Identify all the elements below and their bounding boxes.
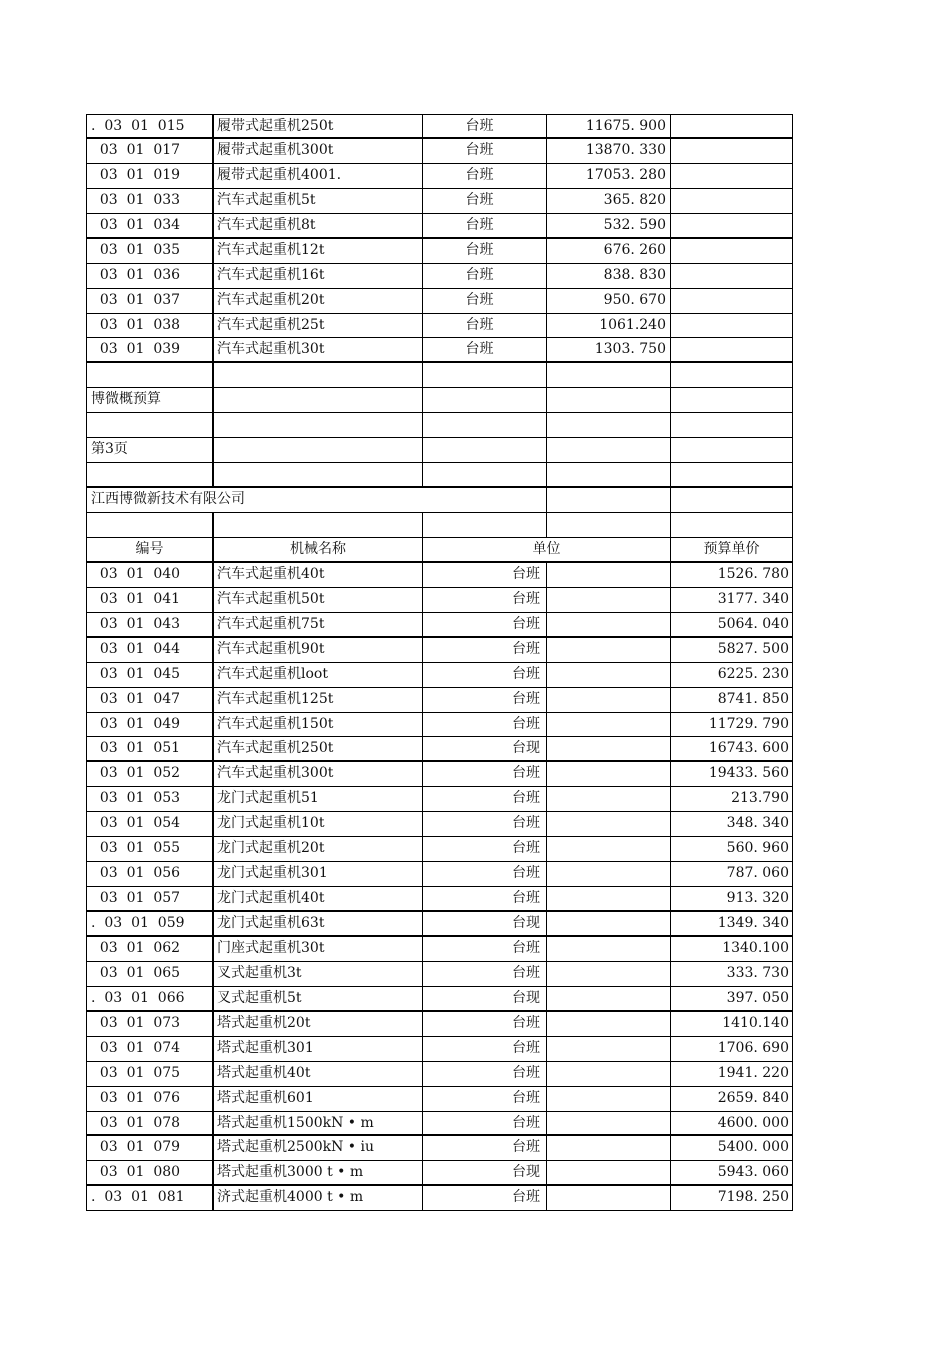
table-row (86, 787, 793, 812)
unit-cell: 台班 (422, 1062, 546, 1086)
unit-cell: 台班 (422, 787, 546, 811)
empty-row (86, 463, 793, 488)
table-row (86, 1161, 793, 1186)
name-cell: 济式起重机4000 t • m (212, 1186, 422, 1210)
table-row (86, 812, 793, 837)
name-cell: 履带式起重机4001. (212, 164, 422, 188)
note-row (86, 488, 793, 513)
empty-cell (546, 862, 670, 886)
code-cell: 03 01 053 (91, 790, 181, 807)
name-cell: 汽车式起重机90t (212, 638, 422, 662)
price-cell: 1706. 690 (670, 1037, 792, 1061)
header-code: 编号 (135, 540, 164, 557)
table-row (86, 987, 793, 1012)
code-cell: 03 01 035 (91, 241, 181, 258)
price-cell: 560. 960 (670, 837, 792, 861)
name-cell: 龙门式起重机51 (212, 787, 422, 811)
price-cell: 397. 050 (670, 987, 792, 1010)
code-cell: 03 01 054 (91, 815, 181, 832)
name-cell: 塔式起重机20t (212, 1012, 422, 1036)
name-cell: 龙门式起重机20t (212, 837, 422, 861)
name-cell: 汽车式起重机50t (212, 588, 422, 612)
name-cell: 塔式起重机3000 t • m (212, 1161, 422, 1184)
empty-cell (546, 588, 670, 612)
code-cell: 03 01 052 (91, 765, 181, 782)
table-row (86, 912, 793, 937)
unit-cell: 台班 (422, 588, 546, 612)
price-cell: 5827. 500 (670, 638, 792, 662)
code-cell: 03 01 055 (91, 840, 181, 857)
code-cell: 03 01 075 (91, 1064, 181, 1081)
name-cell: 叉式起重机5t (212, 987, 422, 1010)
empty-cell (546, 987, 670, 1010)
price-cell: 1061.240 (546, 314, 670, 338)
unit-cell: 台班 (422, 837, 546, 861)
code-cell: 03 01 076 (91, 1089, 181, 1106)
table-row (86, 314, 793, 339)
name-cell: 汽车式起重机loot (212, 663, 422, 687)
name-cell: 汽车式起重机16t (212, 264, 422, 288)
header-unit: 单位 (422, 538, 670, 561)
empty-cell (546, 1037, 670, 1061)
empty-row (86, 363, 793, 388)
price-cell: 950. 670 (546, 289, 670, 313)
empty-cell (546, 962, 670, 986)
empty-cell (546, 737, 670, 760)
unit-cell: 台班 (422, 214, 546, 237)
empty-cell (670, 214, 792, 237)
name-cell: 汽车式起重机125t (212, 688, 422, 712)
table-row (86, 638, 793, 663)
unit-cell: 台班 (422, 164, 546, 188)
name-cell: 龙门式起重机301 (212, 862, 422, 886)
name-cell: 履带式起重机300t (212, 139, 422, 163)
name-cell: 汽车式起重机40t (212, 563, 422, 587)
code-cell: 03 01 036 (91, 266, 181, 283)
price-cell: 532. 590 (546, 214, 670, 237)
price-cell: 16743. 600 (670, 737, 792, 760)
unit-cell: 台班 (422, 314, 546, 338)
table-row (86, 1062, 793, 1087)
table-row (86, 962, 793, 987)
empty-cell (670, 189, 792, 213)
code-cell: 03 01 034 (91, 216, 181, 233)
company-name: 江西博微新技术有限公司 (91, 491, 245, 508)
code-cell: 03 01 079 (91, 1139, 181, 1156)
header-price: 预算单价 (670, 538, 792, 561)
unit-cell: 台班 (422, 139, 546, 163)
table-row (86, 737, 793, 762)
code-cell: 03 01 049 (91, 715, 181, 732)
name-cell: 塔式起重机1500kN • m (212, 1112, 422, 1135)
empty-cell (546, 713, 670, 737)
price-cell: 19433. 560 (670, 762, 792, 786)
empty-row (86, 413, 793, 438)
code-cell: 03 01 047 (91, 690, 181, 707)
code-cell: 03 01 041 (91, 590, 181, 607)
price-cell: 1410.140 (670, 1012, 792, 1036)
unit-cell: 台班 (422, 862, 546, 886)
table-row (86, 114, 793, 139)
name-cell: 塔式起重机301 (212, 1037, 422, 1061)
table-row (86, 189, 793, 214)
code-cell: 03 01 056 (91, 865, 181, 882)
code-cell: 03 01 074 (91, 1039, 181, 1056)
name-cell: 龙门式起重机63t (212, 912, 422, 935)
name-cell: 汽车式起重机300t (212, 762, 422, 786)
code-cell: 03 01 045 (91, 665, 181, 682)
code-cell: 03 01 044 (91, 640, 181, 657)
empty-cell (546, 812, 670, 836)
unit-cell: 台班 (422, 762, 546, 786)
table-row (86, 887, 793, 912)
unit-cell: 台班 (422, 264, 546, 288)
name-cell: 塔式起重机40t (212, 1062, 422, 1086)
empty-cell (546, 887, 670, 910)
empty-cell (546, 1087, 670, 1111)
table-row (86, 563, 793, 588)
table-row (86, 338, 793, 363)
code-cell: 03 01 017 (91, 141, 181, 158)
code-cell: 03 01 040 (91, 565, 181, 582)
empty-cell (670, 314, 792, 338)
empty-cell (670, 264, 792, 288)
unit-cell: 台班 (422, 1112, 546, 1135)
code-cell: 03 01 043 (91, 615, 181, 632)
code-cell: 03 01 080 (91, 1164, 181, 1181)
name-cell: 汽车式起重机20t (212, 289, 422, 313)
table-row (86, 688, 793, 713)
price-cell: 1340.100 (670, 937, 792, 961)
price-table (86, 114, 793, 1211)
price-cell: 365. 820 (546, 189, 670, 213)
empty-row (86, 513, 793, 538)
table-row (86, 1136, 793, 1161)
empty-cell (670, 289, 792, 313)
unit-cell: 台班 (422, 289, 546, 313)
unit-cell: 台现 (422, 737, 546, 760)
name-cell: 叉式起重机3t (212, 962, 422, 986)
header-name: 机械名称 (212, 538, 422, 561)
unit-cell: 台班 (422, 1012, 546, 1036)
empty-cell (670, 239, 792, 263)
code-cell: 03 01 057 (91, 890, 181, 907)
table-row (86, 214, 793, 239)
code-cell: . 03 01 059 (91, 915, 185, 931)
table-header (86, 538, 793, 563)
code-cell: 03 01 051 (91, 740, 181, 757)
price-cell: 4600. 000 (670, 1112, 792, 1135)
unit-cell: 台现 (422, 912, 546, 935)
price-cell: 8741. 850 (670, 688, 792, 712)
price-cell: 2659. 840 (670, 1087, 792, 1111)
table-row (86, 937, 793, 962)
empty-cell (670, 139, 792, 163)
table-row (86, 139, 793, 164)
unit-cell: 台班 (422, 338, 546, 361)
name-cell: 汽车式起重机75t (212, 613, 422, 636)
empty-cell (546, 1136, 670, 1160)
name-cell: 龙门式起重机10t (212, 812, 422, 836)
empty-cell (670, 338, 792, 361)
price-cell: 1349. 340 (670, 912, 792, 935)
unit-cell: 台班 (422, 962, 546, 986)
unit-cell: 台班 (422, 1136, 546, 1160)
budget-label: 博微概预算 (91, 391, 161, 408)
code-cell: 03 01 078 (91, 1114, 181, 1131)
empty-cell (546, 937, 670, 961)
table-row (86, 289, 793, 314)
code-cell: 03 01 019 (91, 166, 181, 183)
empty-cell (546, 762, 670, 786)
empty-cell (546, 1062, 670, 1086)
table-row (86, 1112, 793, 1137)
name-cell: 汽车式起重机30t (212, 338, 422, 361)
price-cell: 13870. 330 (546, 139, 670, 163)
unit-cell: 台班 (422, 563, 546, 587)
name-cell: 塔式起重机2500kN • iu (212, 1136, 422, 1160)
price-cell: 11675. 900 (546, 115, 670, 137)
empty-cell (546, 613, 670, 636)
empty-cell (670, 115, 792, 137)
price-cell: 5943. 060 (670, 1161, 792, 1184)
empty-cell (546, 563, 670, 587)
unit-cell: 台班 (422, 115, 546, 137)
empty-cell (546, 663, 670, 687)
empty-cell (546, 688, 670, 712)
table-row (86, 762, 793, 787)
unit-cell: 台现 (422, 987, 546, 1010)
code-cell: 03 01 065 (91, 964, 181, 981)
unit-cell: 台班 (422, 613, 546, 636)
price-cell: 11729. 790 (670, 713, 792, 737)
code-cell: . 03 01 081 (91, 1189, 185, 1206)
price-cell: 1526. 780 (670, 563, 792, 587)
unit-cell: 台班 (422, 1087, 546, 1111)
table-row (86, 1087, 793, 1112)
price-cell: 3177. 340 (670, 588, 792, 612)
unit-cell: 台班 (422, 638, 546, 662)
price-cell: 1303. 750 (546, 338, 670, 361)
code-cell: . 03 01 015 (91, 118, 185, 134)
name-cell: 汽车式起重机25t (212, 314, 422, 338)
name-cell: 汽车式起重机8t (212, 214, 422, 237)
name-cell: 汽车式起重机150t (212, 713, 422, 737)
unit-cell: 台班 (422, 887, 546, 910)
unit-cell: 台班 (422, 189, 546, 213)
table-row (86, 1037, 793, 1062)
table-row (86, 164, 793, 189)
empty-cell (546, 1112, 670, 1135)
unit-cell: 台班 (422, 1186, 546, 1210)
table-row (86, 1012, 793, 1037)
price-cell: 787. 060 (670, 862, 792, 886)
empty-cell (546, 837, 670, 861)
name-cell: 汽车式起重机12t (212, 239, 422, 263)
empty-cell (546, 638, 670, 662)
unit-cell: 台班 (422, 937, 546, 961)
price-cell: 1941. 220 (670, 1062, 792, 1086)
table-row (86, 713, 793, 738)
page-label: 第3页 (91, 441, 128, 458)
note-row (86, 388, 793, 413)
unit-cell: 台现 (422, 1161, 546, 1184)
price-cell: 913. 320 (670, 887, 792, 910)
price-cell: 5064. 040 (670, 613, 792, 636)
table-row (86, 862, 793, 887)
name-cell: 汽车式起重机5t (212, 189, 422, 213)
name-cell: 塔式起重机601 (212, 1087, 422, 1111)
unit-cell: 台班 (422, 663, 546, 687)
price-cell: 213.790 (670, 787, 792, 811)
table-row (86, 1186, 793, 1211)
empty-cell (670, 164, 792, 188)
code-cell: 03 01 038 (91, 316, 181, 333)
price-cell: 17053. 280 (546, 164, 670, 188)
note-row (86, 438, 793, 463)
code-cell: 03 01 037 (91, 291, 181, 308)
price-cell: 7198. 250 (670, 1186, 792, 1210)
name-cell: 龙门式起重机40t (212, 887, 422, 910)
name-cell: 履带式起重机250t (212, 115, 422, 137)
code-cell: 03 01 039 (91, 341, 181, 358)
name-cell: 门座式起重机30t (212, 937, 422, 961)
price-cell: 676. 260 (546, 239, 670, 263)
table-row (86, 239, 793, 264)
unit-cell: 台班 (422, 713, 546, 737)
code-cell: . 03 01 066 (91, 989, 185, 1006)
unit-cell: 台班 (422, 688, 546, 712)
section2 (86, 563, 793, 1211)
name-cell: 汽车式起重机250t (212, 737, 422, 760)
unit-cell: 台班 (422, 239, 546, 263)
table-row (86, 588, 793, 613)
table-row (86, 663, 793, 688)
table-row (86, 264, 793, 289)
price-cell: 333. 730 (670, 962, 792, 986)
unit-cell: 台班 (422, 812, 546, 836)
empty-cell (546, 1186, 670, 1210)
table-row (86, 837, 793, 862)
code-cell: 03 01 033 (91, 191, 181, 208)
unit-cell: 台班 (422, 1037, 546, 1061)
empty-cell (546, 912, 670, 935)
price-cell: 6225. 230 (670, 663, 792, 687)
empty-cell (546, 787, 670, 811)
empty-cell (546, 1161, 670, 1184)
price-cell: 5400. 000 (670, 1136, 792, 1160)
code-cell: 03 01 073 (91, 1014, 181, 1031)
price-cell: 348. 340 (670, 812, 792, 836)
price-cell: 838. 830 (546, 264, 670, 288)
empty-cell (546, 1012, 670, 1036)
code-cell: 03 01 062 (91, 939, 181, 956)
table-row (86, 613, 793, 638)
